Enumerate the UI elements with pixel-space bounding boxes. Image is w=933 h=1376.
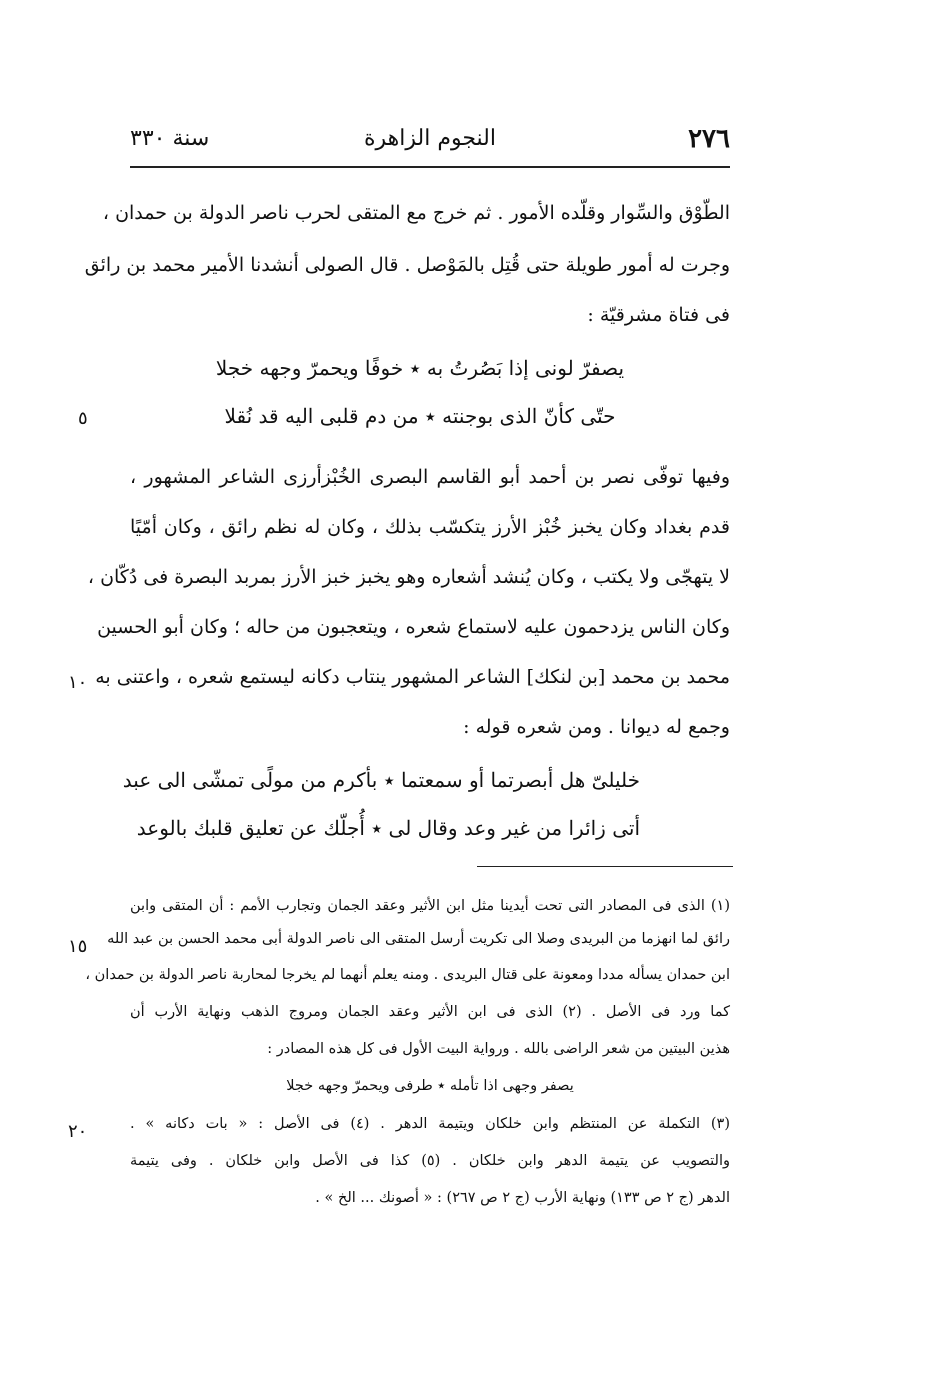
footnote-line: (٣) التكملة عن المنتظم وابن خلكان ويتيمة الدهر . (٤) فى الأصل : « بات دكانه » . [130, 1116, 730, 1132]
footnote-line: الدهر (ج ٢ ص ١٣٣) ونهاية الأرب (ج ٢ ص ٢٦٧) : « أصونك ... الخ » . [315, 1190, 730, 1206]
body-line: وجرت له أمور طويلة حتى قُتِل بالمَوْصل . قال الصولى أنشدنا الأمير محمد بن رائق [84, 254, 730, 276]
verse-line: أتى زائرا من غير وعد وقال لى ٭ أُجلّك عن تعليق قلبك بالوعد [136, 816, 640, 840]
body-line: فى فتاة مشرقيّة : [587, 304, 730, 326]
footnote-line: رائق لما انهزما من البريدى وصلا الى تكريت أرسل المتقى الى ناصر الدولة أبى محمد الحسن بن عبد الله [107, 931, 730, 947]
verse-line: خليلىّ هل أبصرتما أو سمعتما ٭ بأكرم من مولًى تمشّى الى عبد [122, 768, 640, 792]
body-line: لا يتهجّى ولا يكتب ، وكان يُنشد أشعاره وهو يخبز خبز الأرز بمربد البصرة فى دُكّان ، [87, 566, 730, 588]
header-year: سنة ٣٣٠ [130, 126, 210, 151]
body-line: وجمع له ديوانا . ومن شعره قوله : [463, 716, 730, 738]
body-line: الطّوْق والسِّوار وقلّده الأمور . ثم خرج مع المتقى لحرب ناصر الدولة بن حمدان ، [102, 202, 730, 224]
line-number: ١٥ [68, 936, 88, 957]
footnote-line: ابن حمدان يسأله مددا ومعونة على قتال البريدى . ومنه يعلم أنهما لم يخرجا لمحاربة ناصر الدولة بن حمدان ، [85, 967, 730, 983]
line-number: ٢٠ [68, 1121, 88, 1142]
footnote-rule [477, 866, 733, 867]
body-line: قدم بغداد وكان يخبز خُبْز الأرز يتكسّب بذلك ، وكان له نظم رائق ، وكان أمّيًا [130, 516, 730, 538]
footnote-line: هذين البيتين من شعر الراضى بالله . ورواية البيت الأول فى كل هذه المصادر : [267, 1041, 730, 1057]
footnote-line: كما ورد فى الأصل . (٢) الذى فى ابن الأثير وعقد الجمان ومروج الذهب ونهاية الأرب أن [130, 1004, 730, 1020]
verse-line: يصفرّ لونى إذا بَصُرتُ به ٭ خوفًا ويحمرّ وجهه خجلا [215, 356, 625, 380]
page-number: ٢٧٦ [688, 124, 730, 154]
running-header [130, 124, 730, 164]
body-line: محمد بن محمد [بن لنكك] الشاعر المشهور ينتاب دكانه ليستمع شعره ، واعتنى به [95, 666, 730, 688]
book-title: النجوم الزاهرة [364, 126, 496, 151]
footnote-line: والتصويب عن يتيمة الدهر وابن خلكان . (٥) كذا فى الأصل وابن خلكان . وفى يتيمة [130, 1153, 730, 1169]
body-line: وكان الناس يزدحمون عليه لاستماع شعره ، ويتعجبون من حاله ؛ وكان أبو الحسين [97, 616, 730, 638]
footnote-verse: يصفر وجهى اذا تأمله ٭ طرفى ويحمرّ وجهه خجلا [286, 1078, 574, 1094]
line-number: ١٠ [68, 672, 88, 693]
body-line: وفيها توفّى نصر بن أحمد أبو القاسم البصرى الخُبْزأرزى الشاعر المشهور ، [130, 466, 730, 488]
header-rule [130, 166, 730, 168]
footnote-line: (١) الذى فى المصادر التى تحت أيدينا مثل ابن الأثير وعقد الجمان وتجارب الأمم : أن المتقى وابن [130, 898, 730, 914]
verse-line: حتّى كأنّ الذى بوجنته ٭ من دم قلبى اليه قد نُقلا [224, 404, 616, 428]
line-number: ٥ [78, 408, 88, 429]
